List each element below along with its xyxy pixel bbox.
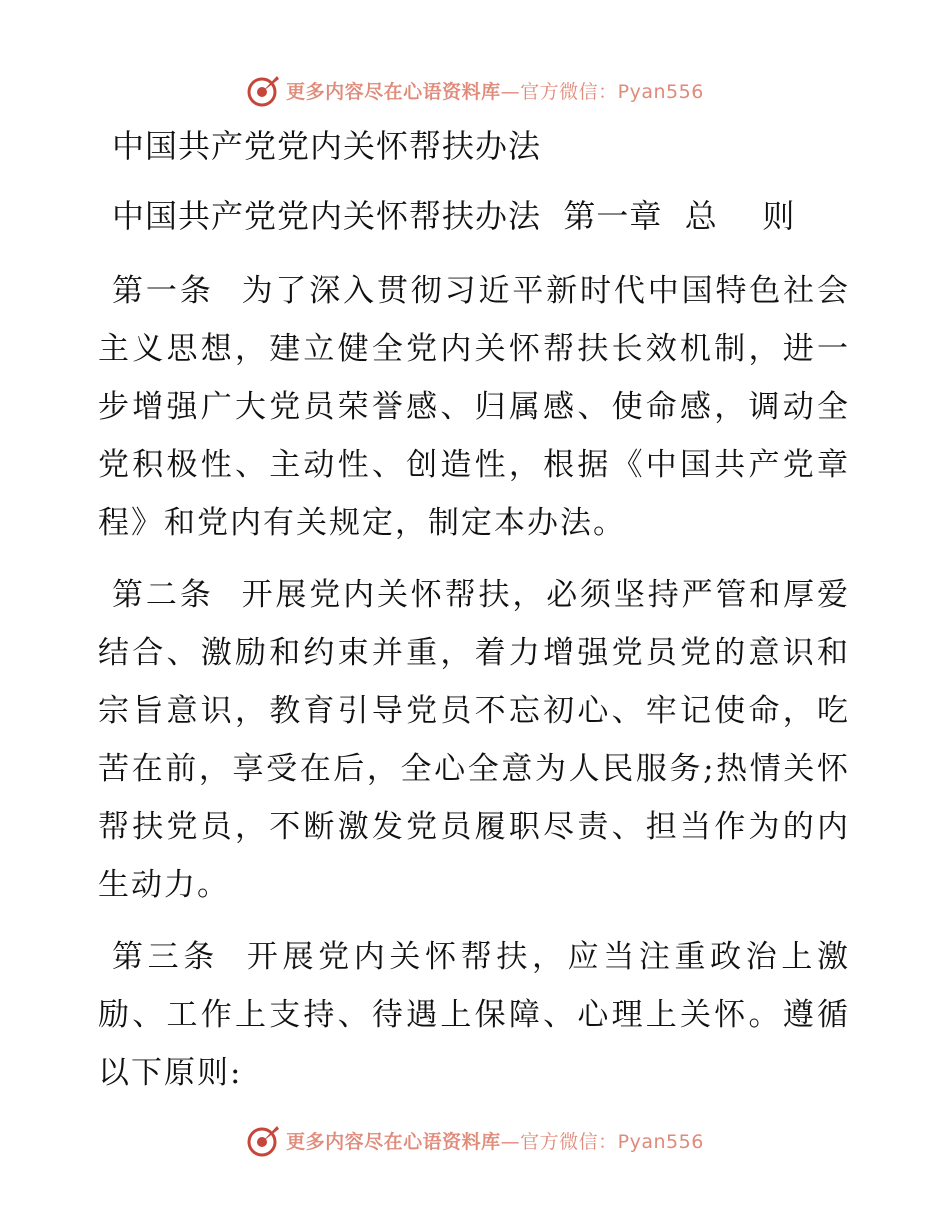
article-text: 开展党内关怀帮扶，必须坚持严管和厚爱结合、激励和约束并重，着力增强党员党的意识和宗旨意识，教育引导党员不忘初心、牢记使命，吃苦在前，享受在后，全心全意为人民服务;热情关怀帮扶党员，不断激发党员履职尽责、担当作为的内生动力。 bbox=[98, 577, 851, 903]
article-text: 开展党内关怀帮扶，应当注重政治上激励、工作上支持、待遇上保障、心理上关怀。遵循以下原则: bbox=[98, 939, 851, 1091]
quill-circle-logo-icon bbox=[246, 72, 282, 108]
watermark-text: 更多内容尽在心语资料库—官方微信：Pyan556 bbox=[286, 80, 704, 103]
article-1 bbox=[98, 262, 850, 552]
document-title: 中国共产党党内关怀帮扶办法 bbox=[112, 127, 542, 165]
watermark-header bbox=[0, 70, 950, 110]
article-text: 为了深入贯彻习近平新时代中国特色社会主义思想，建立健全党内关怀帮扶长效机制，进一步增强广大党员荣誉感、归属感、使命感，调动全党积极性、主动性、创造性，根据《中国共产党章程》和党内有关规定，制定本办法。 bbox=[98, 273, 851, 541]
watermark-text: 更多内容尽在心语资料库—官方微信：Pyan556 bbox=[286, 1130, 704, 1153]
article-label: 第二条 bbox=[112, 577, 214, 613]
article-label: 第一条 bbox=[112, 273, 214, 309]
watermark-footer bbox=[0, 1120, 950, 1160]
document-body bbox=[98, 122, 850, 1116]
article-2 bbox=[98, 566, 850, 914]
article-label: 第三条 bbox=[112, 939, 219, 975]
quill-circle-logo-icon bbox=[246, 1122, 282, 1158]
article-3 bbox=[98, 928, 850, 1102]
chapter-heading: 中国共产党党内关怀帮扶办法 第一章 总 则 bbox=[112, 197, 796, 235]
